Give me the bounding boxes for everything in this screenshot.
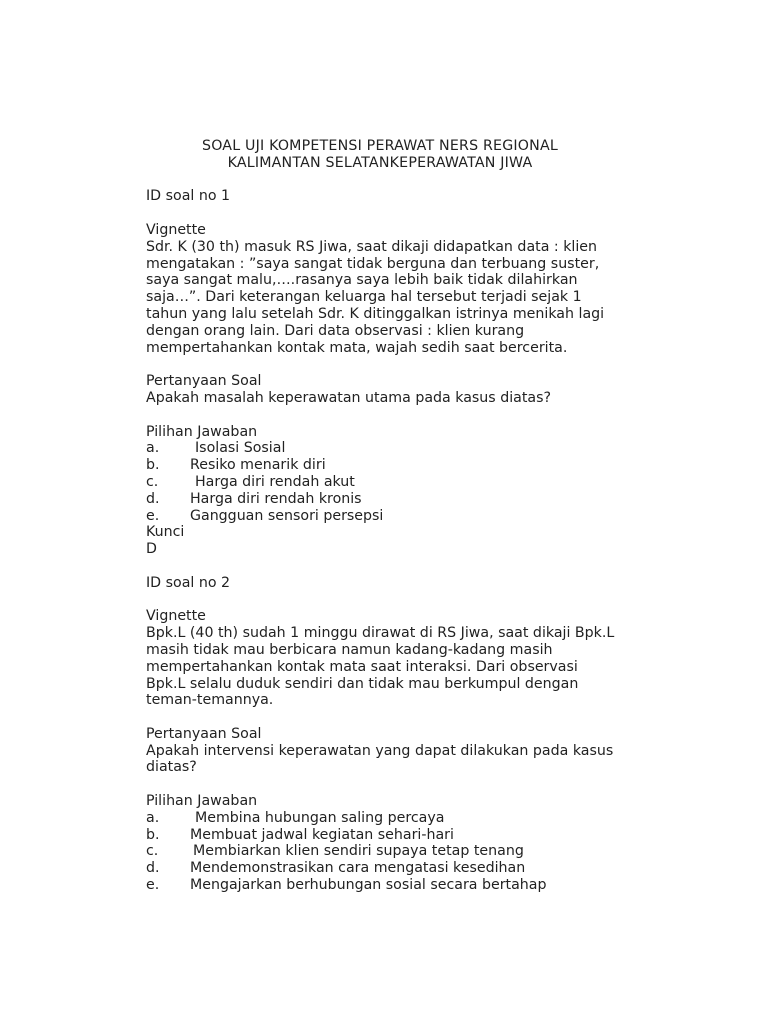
option-text: Gangguan sensori persepsi bbox=[190, 507, 384, 524]
option-text: Membiarkan klien sendiri supaya tetap tenang bbox=[193, 843, 524, 860]
option-text: Harga diri rendah kronis bbox=[190, 490, 362, 507]
answer-key-label: Kunci bbox=[146, 524, 185, 541]
option-item bbox=[146, 474, 666, 491]
vignette-line: dengan orang lain. Dari data observasi : klien kurang bbox=[146, 322, 525, 339]
vignette-label: Vignette bbox=[146, 608, 206, 625]
option-text: Isolasi Sosial bbox=[195, 440, 286, 457]
question-label: Pertanyaan Soal bbox=[146, 725, 262, 742]
vignette-line: teman-temannya. bbox=[146, 692, 274, 709]
option-text: Mengajarkan berhubungan sosial secara bertahap bbox=[190, 877, 547, 894]
question-block-1 bbox=[146, 188, 666, 558]
option-text: Resiko menarik diri bbox=[190, 457, 326, 474]
option-letter: c. bbox=[146, 473, 159, 490]
option-letter: d. bbox=[146, 860, 160, 877]
question-label: Pertanyaan Soal bbox=[146, 373, 262, 390]
vignette-line: Bpk.L selalu duduk sendiri dan tidak mau berkumpul dengan bbox=[146, 675, 579, 692]
vignette-text bbox=[146, 239, 666, 357]
option-letter: e. bbox=[146, 877, 160, 894]
options-label: Pilihan Jawaban bbox=[146, 423, 258, 440]
option-letter: a. bbox=[146, 809, 160, 826]
vignette-line: Sdr. K (30 th) masuk RS Jiwa, saat dikaji didapatkan data : klien bbox=[146, 238, 598, 255]
vignette-line: saja…”. Dari keterangan keluarga hal tersebut terjadi sejak 1 bbox=[146, 289, 582, 306]
option-letter: a. bbox=[146, 440, 160, 457]
options-list bbox=[146, 440, 666, 524]
document-page bbox=[146, 138, 666, 894]
title-line-2: KALIMANTAN SELATANKEPERAWATAN JIWA bbox=[227, 154, 533, 171]
options-list bbox=[146, 810, 666, 894]
option-item bbox=[146, 810, 666, 827]
question-text: Apakah masalah keperawatan utama pada kasus diatas? bbox=[146, 389, 552, 406]
option-item bbox=[146, 827, 666, 844]
title-line-1: SOAL UJI KOMPETENSI PERAWAT NERS REGIONAL bbox=[201, 138, 558, 154]
vignette-line: mengatakan : ”saya sangat tidak berguna dan terbuang suster, bbox=[146, 255, 600, 272]
option-text: Membina hubungan saling percaya bbox=[195, 809, 445, 826]
question-block-2 bbox=[146, 575, 666, 894]
question-text: Apakah intervensi keperawatan yang dapat dilakukan pada kasus bbox=[146, 742, 614, 759]
vignette-line: saya sangat malu,….rasanya saya lebih baik tidak dilahirkan bbox=[146, 272, 578, 289]
vignette-line: Bpk.L (40 th) sudah 1 minggu dirawat di RS Jiwa, saat dikaji Bpk.L bbox=[146, 625, 615, 642]
vignette-line: mempertahankan kontak mata saat interaksi. Dari observasi bbox=[146, 658, 578, 675]
option-text: Mendemonstrasikan cara mengatasi kesedihan bbox=[190, 860, 526, 877]
option-item bbox=[146, 843, 666, 860]
option-item bbox=[146, 491, 666, 508]
vignette-text bbox=[146, 625, 666, 709]
option-item bbox=[146, 508, 666, 525]
document-title bbox=[0, 138, 760, 172]
option-item bbox=[146, 457, 666, 474]
vignette-label: Vignette bbox=[146, 221, 206, 238]
option-text: Harga diri rendah akut bbox=[195, 473, 355, 490]
option-item bbox=[146, 877, 666, 894]
options-label: Pilihan Jawaban bbox=[146, 793, 258, 810]
option-letter: b. bbox=[146, 457, 160, 474]
option-item bbox=[146, 440, 666, 457]
vignette-line: mempertahankan kontak mata, wajah sedih saat bercerita. bbox=[146, 339, 568, 356]
option-letter: b. bbox=[146, 826, 160, 843]
vignette-line: tahun yang lalu setelah Sdr. K ditinggalkan istrinya menikah lagi bbox=[146, 305, 605, 322]
option-letter: c. bbox=[146, 843, 159, 860]
question-id: ID soal no 1 bbox=[146, 188, 231, 205]
vignette-line: masih tidak mau berbicara namun kadang-kadang masih bbox=[146, 641, 553, 658]
option-text: Membuat jadwal kegiatan sehari-hari bbox=[190, 826, 454, 843]
option-letter: d. bbox=[146, 490, 160, 507]
answer-key-value: D bbox=[146, 541, 157, 558]
option-letter: e. bbox=[146, 507, 160, 524]
option-item bbox=[146, 860, 666, 877]
question-text: diatas? bbox=[146, 759, 197, 776]
question-id: ID soal no 2 bbox=[146, 574, 231, 591]
